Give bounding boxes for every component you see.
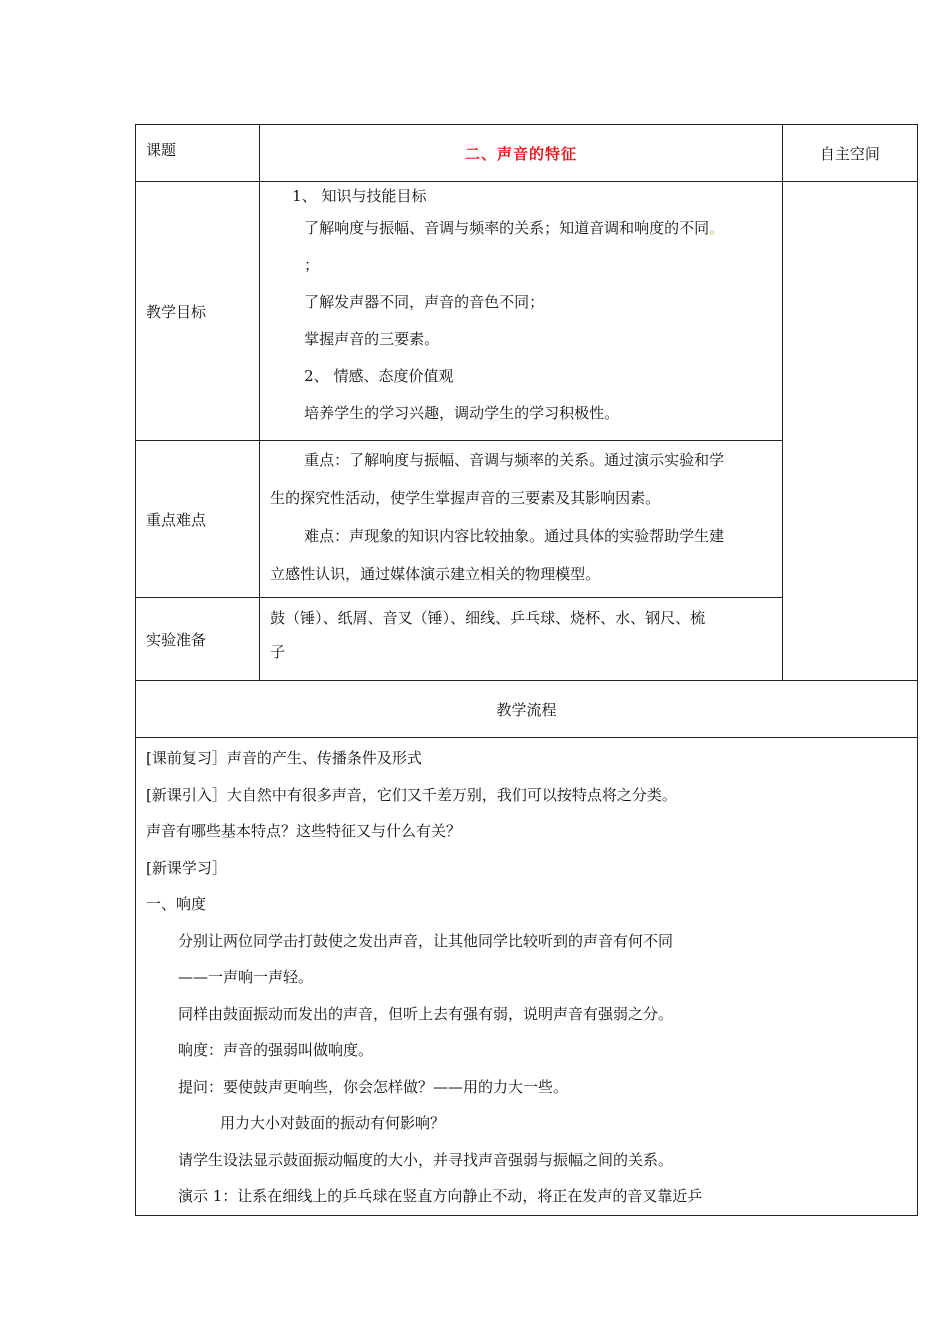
- teaching-flow-heading: 教学流程: [136, 681, 918, 738]
- flow-heading-row: [136, 681, 918, 738]
- flow-line: 用力大小对鼓面的振动有何影响？: [220, 1114, 446, 1132]
- topic-label: 课题: [136, 125, 260, 182]
- objective-line: 培养学生的学习兴趣，调动学生的学习积极性。: [304, 404, 620, 422]
- key-point-line: 重点：了解响度与振幅、音调与频率的关系。通过演示实验和学: [304, 451, 725, 469]
- title-row: [136, 125, 918, 182]
- key-point-line: 难点：声现象的知识内容比较抽象。通过具体的实验帮助学生建: [304, 527, 725, 545]
- flow-line: 同样由鼓面振动而发出的声音，但听上去有强有弱，说明声音有强弱之分。: [178, 1004, 674, 1023]
- objective-line: 掌握声音的三要素。: [304, 330, 440, 348]
- objective-line: 1、 知识与技能目标: [292, 187, 427, 205]
- flow-line: [课前复习］声音的产生、传播条件及形式: [146, 749, 422, 767]
- key-point-line: 立感性认识，通过媒体演示建立相关的物理模型。: [270, 565, 601, 583]
- objective-line: 2、 情感、态度价值观: [304, 367, 454, 385]
- lesson-title: 二、声音的特征: [260, 125, 783, 182]
- materials-line: 子: [270, 643, 286, 661]
- flow-line: ——一声响一声轻。: [178, 968, 314, 986]
- objective-line: ；: [304, 256, 320, 274]
- flow-line: 声音有哪些基本特点？这些特征又与什么有关？: [146, 822, 462, 840]
- objective-line: 了解发声器不同，声音的音色不同；: [304, 293, 545, 311]
- objective-line: 了解响度与振幅、音调与频率的关系；知道音调和响度的不同。: [304, 219, 725, 237]
- flow-row: [136, 738, 918, 1216]
- key-points-content: [260, 441, 783, 598]
- objectives-row: [136, 182, 918, 441]
- self-study-space-column: [782, 182, 917, 681]
- materials-line: 鼓（锤）、纸屑、音叉（锤）、细线、乒乓球、烧杯、水、钢尺、梳: [270, 609, 706, 627]
- flow-line: 演示 1：让系在细线上的乒乓球在竖直方向静止不动，将正在发声的音叉靠近乒: [178, 1187, 703, 1205]
- flow-line: [新课引入］大自然中有很多声音，它们又千差万别，我们可以按特点将之分类。: [146, 785, 677, 804]
- materials-content: [260, 598, 783, 681]
- teaching-flow-content: [136, 738, 918, 1216]
- flow-line: 响度：声音的强弱叫做响度。: [178, 1041, 374, 1059]
- objectives-content: [260, 182, 783, 441]
- lesson-plan-table: [135, 124, 918, 1216]
- flow-line: 一、响度: [146, 895, 207, 913]
- objectives-label: 教学目标: [136, 182, 260, 441]
- flow-line: 请学生设法显示鼓面振动幅度的大小，并寻找声音强弱与振幅之间的关系。: [178, 1150, 674, 1169]
- key-points-label: 重点难点: [136, 441, 260, 598]
- self-study-space-label: 自主空间: [782, 125, 917, 182]
- marker-dot: 。: [709, 219, 725, 237]
- flow-line: 提问：要使鼓声更响些，你会怎样做？——用的力大一些。: [178, 1077, 569, 1096]
- flow-line: 分别让两位同学击打鼓使之发出声音，让其他同学比较听到的声音有何不同: [178, 931, 674, 950]
- materials-label: 实验准备: [136, 598, 260, 681]
- key-point-line: 生的探究性活动，使学生掌握声音的三要素及其影响因素。: [270, 489, 661, 507]
- flow-line: [新课学习］: [146, 858, 227, 877]
